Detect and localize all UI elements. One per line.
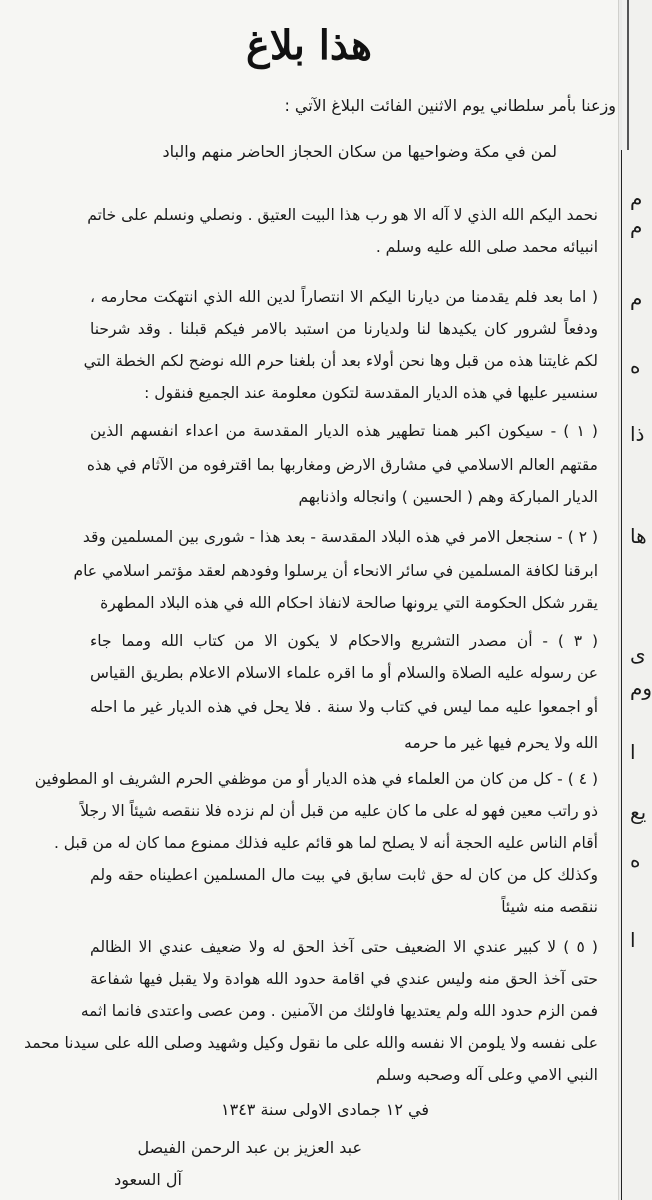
body-line: مقتهم العالم الاسلامي في مشارق الارض ومغاربها بما اقترفوه من الآثام في هذه: [86, 456, 598, 474]
side-fragment: م: [630, 186, 643, 210]
document-title: هذا بلاغ: [246, 22, 372, 69]
side-fragment: ذا: [630, 422, 645, 446]
body-line: ( ٤ ) - كل من كان من العلماء في هذه الديار أو من موظفي الحرم الشريف او المطوفين: [34, 770, 598, 788]
side-fragment: م: [630, 214, 643, 238]
body-line: ( ٥ ) لا كبير عندي الا الضعيف حتى آخذ الحق له ولا ضعيف عندي الا الظالم: [90, 938, 598, 956]
body-line: يقرر شكل الحكومة التي يرونها صالحة لانفاذ احكام الله في هذه البلاد المطهرة: [100, 594, 598, 612]
side-fragment: ا: [630, 740, 636, 764]
dedication-line: لمن في مكة وضواحيها من سكان الحجاز الحاضر منهم والباد: [162, 142, 557, 161]
body-line: الله ولا يحرم فيها غير ما حرمه: [404, 734, 598, 752]
body-line: ( ٣ ) - أن مصدر التشريع والاحكام لا يكون الا من كتاب الله ومما جاء: [90, 632, 599, 650]
side-fragment: وم: [630, 676, 652, 700]
side-fragment: م: [630, 286, 643, 310]
body-line: ( ٢ ) - سنجعل الامر في هذه البلاد المقدسة - بعد هذا - شورى بين المسلمين وقد: [82, 528, 598, 546]
body-line: لكم غايتنا هذه من قبل وها نحن أولاء بعد أن بلغنا حرم الله نوضح لكم الخطة التي: [83, 352, 598, 370]
body-line: النبي الامي وعلى آله وصحبه وسلم: [376, 1066, 598, 1084]
side-fragment: ى: [630, 642, 646, 666]
side-fragment: يع: [630, 800, 647, 824]
body-line: انبيائه محمد صلى الله عليه وسلم .: [375, 238, 598, 256]
side-fragment: ها: [630, 524, 647, 548]
side-fragment: ه: [630, 354, 641, 378]
body-line: سنسير عليها في هذه الديار المقدسة لتكون معلومة عند الجميع فنقول :: [144, 384, 598, 402]
intro-line: وزعنا بأمر سلطاني يوم الاثنين الفائت البلاغ الآتي :: [284, 96, 616, 115]
side-fragment: ا: [630, 928, 636, 952]
body-line: عن رسوله عليه الصلاة والسلام أو ما اقره علماء الاسلام الاعلام بطريق القياس: [90, 664, 598, 682]
body-line: فمن الزم حدود الله ولم يعتديها فاولئك من الآمنين . ومن عصى واعتدى فانما اثمه: [80, 1002, 598, 1020]
signature-family: آل السعود: [114, 1170, 182, 1189]
side-fragment: ه: [630, 848, 641, 872]
body-line: على نفسه ولا يلومن الا نفسه والله على ما نقول وكيل وشهيد وصلى الله على سيدنا محمد: [24, 1034, 598, 1052]
body-line: نحمد اليكم الله الذي لا آله الا هو رب هذا البيت العتيق . ونصلي ونسلم على خاتم: [87, 206, 598, 224]
body-line: ابرقنا لكافة المسلمين في سائر الانحاء أن يرسلوا وفودهم لعقد مؤتمر اسلامي عام: [73, 562, 598, 580]
body-line: أو اجمعوا عليه مما ليس في كتاب ولا سنة . فلا يحل في هذه الديار غير ما احله: [90, 698, 598, 716]
body-line: حتى آخذ الحق منه وليس عندي في اقامة حدود الله هوادة ولا يقبل فيها شفاعة: [90, 970, 598, 988]
signature-name: عبد العزيز بن عبد الرحمن الفيصل: [137, 1138, 362, 1157]
body-line: الديار المباركة وهم ( الحسين ) وانجاله واذنابهم: [298, 488, 598, 506]
body-line: ( ١ ) - سيكون اكبر همنا تطهير هذه الديار المقدسة من اعداء انفسهم الذين: [90, 422, 598, 440]
page-divider-rule: [621, 150, 622, 1200]
body-line: وكذلك كل من كان له حق ثابت سابق في بيت مال المسلمين اعطيناه حقه ولم: [90, 866, 598, 884]
body-line: ( اما بعد فلم يقدمنا من ديارنا اليكم الا انتصاراً لدين الله الذي انتهكت محارمه ،: [90, 288, 598, 306]
issue-date: في ١٢ جمادى الاولى سنة ١٣٤٣: [221, 1100, 429, 1119]
body-line: ودفعاً لشرور كان يكيدها لنا ولديارنا من استبد بالامر فيكم قبلنا . وقد شرحنا: [90, 320, 598, 338]
body-line: ذو راتب معين فهو له على ما كان عليه من قبل أن لم نزده فلا ننقصه شيئاً الا رجلاً: [80, 802, 598, 820]
body-line: ننقصه منه شيئاً: [501, 898, 598, 916]
body-line: أقام الناس عليه الحجة أنه لا يصلح لما هو قائم عليه فذلك ممنوع مما كان له من قبل .: [53, 834, 598, 852]
adjacent-page-edge: [622, 0, 652, 1200]
